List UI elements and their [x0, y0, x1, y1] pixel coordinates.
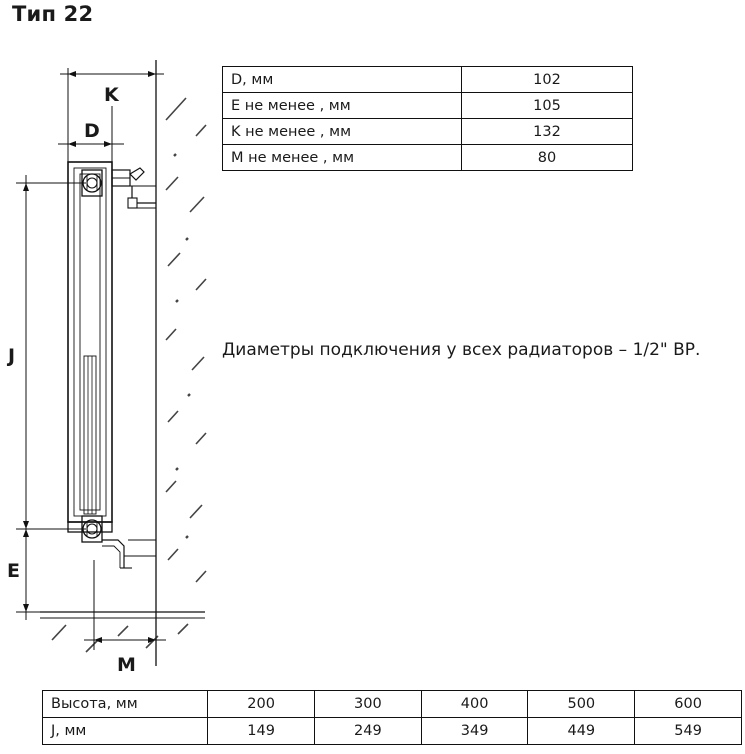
table-cell-value: 300 — [315, 691, 422, 718]
height-table — [42, 690, 742, 745]
table-cell-value: 249 — [315, 718, 422, 745]
table-row — [43, 691, 742, 718]
table-cell-value: 200 — [208, 691, 315, 718]
table-cell-label: M не менее , мм — [223, 145, 462, 171]
table-row — [43, 718, 742, 745]
table-cell-value: 80 — [462, 145, 633, 171]
table-cell-label: K не менее , мм — [223, 119, 462, 145]
table-row — [223, 145, 633, 171]
dimension-label-D: D — [84, 120, 100, 142]
table-row — [223, 119, 633, 145]
convector-fins — [84, 356, 96, 514]
table-row — [223, 67, 633, 93]
radiator-panel-inner-2 — [80, 174, 100, 510]
table-cell-value: 600 — [635, 691, 742, 718]
table-cell-label: J, мм — [43, 718, 208, 745]
table-cell-label: Высота, мм — [43, 691, 208, 718]
table-cell-value: 449 — [528, 718, 635, 745]
radiator-foot — [68, 522, 112, 532]
table-cell-value: 105 — [462, 93, 633, 119]
dimension-label-J: J — [8, 345, 16, 367]
table-cell-value: 500 — [528, 691, 635, 718]
dimension-label-E: E — [7, 560, 20, 582]
wall-hatching — [166, 98, 206, 582]
radiator-section-drawing — [0, 40, 230, 676]
table-cell-value: 102 — [462, 67, 633, 93]
dimension-E — [16, 521, 56, 620]
dimension-J — [16, 175, 86, 537]
radiator-body — [68, 162, 112, 522]
table-cell-value: 132 — [462, 119, 633, 145]
bottom-pipe — [102, 540, 156, 568]
wall-hatching-dots — [174, 154, 190, 538]
table-cell-value: 349 — [421, 718, 528, 745]
connection-diameter-note: Диаметры подключения у всех радиаторов – 1/2" ВР. — [222, 340, 701, 360]
dimension-label-M: M — [117, 654, 136, 676]
drawing-svg — [0, 40, 230, 670]
dimension-M — [84, 560, 166, 650]
table-cell-value: 549 — [635, 718, 742, 745]
table-cell-value: 400 — [421, 691, 528, 718]
dimensions-table — [222, 66, 633, 171]
page-title: Тип 22 — [12, 2, 94, 26]
table-cell-value: 149 — [208, 718, 315, 745]
floor-hatching — [52, 624, 188, 652]
table-cell-label: E не менее , мм — [223, 93, 462, 119]
table-row — [223, 93, 633, 119]
top-wall-bracket — [112, 168, 156, 208]
table-cell-label: D, мм — [223, 67, 462, 93]
radiator-panel-inner — [74, 168, 106, 516]
dimension-label-K: K — [104, 84, 119, 106]
